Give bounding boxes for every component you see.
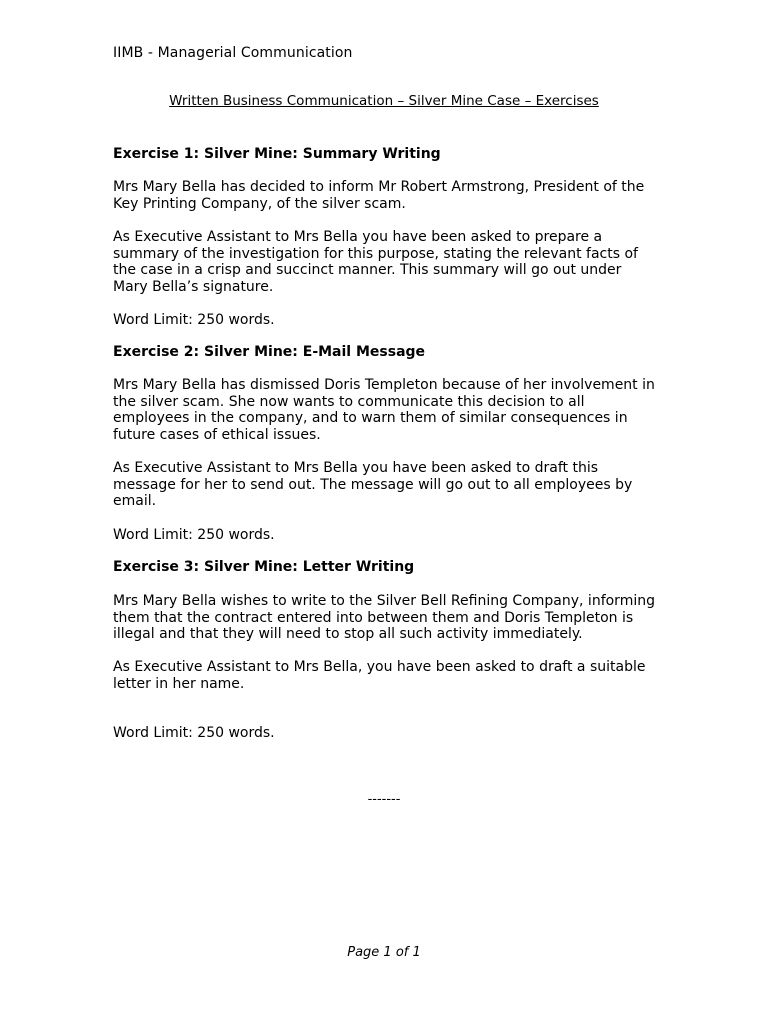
exercise-1-word-limit: Word Limit: 250 words. (113, 312, 275, 328)
end-divider: ------- (367, 792, 401, 807)
exercise-1-paragraph-1: Mrs Mary Bella has decided to inform Mr Robert Armstrong, President of the Key Printing Company, of the silver scam. (113, 179, 645, 212)
exercise-1-paragraph-2: As Executive Assistant to Mrs Bella you have been asked to prepare a summary of the investigation for this purpose, stating the relevant facts of the case in a crisp and succinct manner. This summary will go out under Mary Bella’s signature. (113, 229, 638, 295)
exercise-2-paragraph-2: As Executive Assistant to Mrs Bella you have been asked to draft this message for her to send out. The message will go out to all employees by email. (113, 460, 633, 509)
exercise-3-paragraph-1: Mrs Mary Bella wishes to write to the Silver Bell Refining Company, informing them that the contract entered into between them and Doris Templeton is illegal and that they will need to stop all such activity immediately. (113, 593, 655, 642)
exercise-3-paragraph-2: As Executive Assistant to Mrs Bella, you have been asked to draft a suitable letter in her name. (113, 659, 646, 692)
exercise-2-word-limit: Word Limit: 250 words. (113, 527, 275, 543)
exercise-3-word-limit: Word Limit: 250 words. (113, 725, 275, 741)
document-header: IIMB - Managerial Communication (113, 45, 353, 61)
exercise-3-heading: Exercise 3: Silver Mine: Letter Writing (113, 559, 415, 575)
exercise-2-paragraph-1: Mrs Mary Bella has dismissed Doris Templeton because of her involvement in the silver scam. She now wants to communicate this decision to all employees in the company, and to warn them of similar consequences in future cases of ethical issues. (113, 377, 655, 443)
document-title: Written Business Communication – Silver Mine Case – Exercises (169, 93, 599, 109)
page-footer: Page 1 of 1 (347, 945, 421, 960)
exercise-2-heading: Exercise 2: Silver Mine: E-Mail Message (113, 344, 426, 360)
exercise-1-heading: Exercise 1: Silver Mine: Summary Writing (113, 146, 441, 162)
